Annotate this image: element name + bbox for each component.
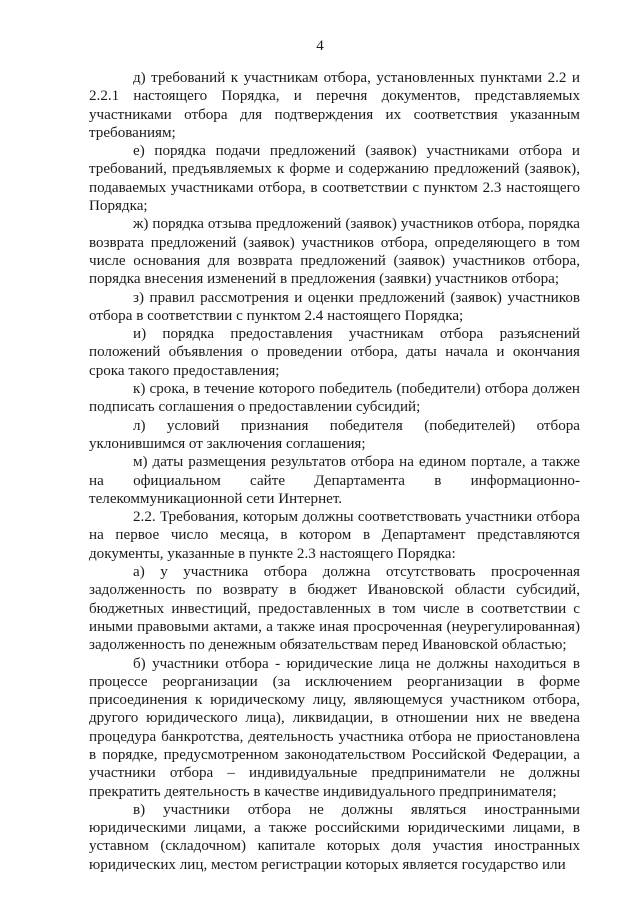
paragraph-item-l: л) условий признания победителя (победителей) отбора уклонившимся от заключения соглашения; — [89, 417, 580, 452]
document-body — [89, 69, 580, 874]
page-number: 4 — [316, 38, 324, 54]
paragraph-item-b: б) участники отбора - юридические лица не должны находиться в процессе реорганизации (за исключением реорганизации в форме присоединения к юридическому лицу, являющемуся участником отбора, другого юридического лица), ликвидации, в отношении них не введена процедура банкротства, деятельность участника отбора не приостановлена в порядке, предусмотренном законодательством Российской Федерации, а участники отбора – индивидуальные предприниматели не должны прекратить деятельность в качестве индивидуального предпринимателя; — [89, 655, 580, 800]
paragraph-item-d: д) требований к участникам отбора, установленных пунктами 2.2 и 2.2.1 настоящего Порядка, и перечня документов, представляемых участниками отбора для подтверждения их соответствия указанным требованиям; — [89, 70, 580, 141]
paragraph-item-zh: ж) порядка отзыва предложений (заявок) участников отбора, порядка возврата предложений (заявок) участников отбора, определяющего в том числе основания для возврата предложений (заявок) участников отбора, порядка внесения изменений в предложения (заявки) участников отбора; — [89, 216, 580, 288]
paragraph-item-k: к) срока, в течение которого победитель (победители) отбора должен подписать соглашения о предоставлении субсидий; — [89, 381, 580, 416]
paragraph-item-m: м) даты размещения результатов отбора на едином портале, а также на официальном сайте Департамента в информационно-телекоммуникационной сети Интернет. — [89, 454, 580, 507]
paragraph-item-z: з) правил рассмотрения и оценки предложений (заявок) участников отбора в соответствии с пунктом 2.4 настоящего Порядка; — [89, 289, 580, 324]
paragraph-item-i: и) порядка предоставления участникам отбора разъяснений положений объявления о проведении отбора, даты начала и окончания срока такого предоставления; — [89, 326, 580, 379]
paragraph-item-a: а) у участника отбора должна отсутствовать просроченная задолженность по возврату в бюджет Ивановской области субсидий, бюджетных инвестиций, предоставленных в том числе в соответствии с иными правовыми актами, а также иная просроченная (неурегулированная) задолженность по денежным обязательствам перед Ивановской областью; — [89, 564, 580, 654]
paragraph-item-e: е) порядка подачи предложений (заявок) участниками отбора и требований, предъявляемых к форме и содержанию предложений (заявок), подаваемых участниками отбора, в соответствии с пунктом 2.3 настоящего Порядка; — [89, 143, 580, 215]
paragraph-item-v: в) участники отбора не должны являться иностранными юридическими лицами, а также российскими юридическими лицами, в уставном (складочном) капитале которых доля участия иностранных юридических лиц, местом регистрации которых является государство или — [89, 801, 580, 873]
section-2-2-heading-paragraph: 2.2. Требования, которым должны соответствовать участники отбора на первое число месяца, в котором в Департамент представляются документы, указанные в пункте 2.3 настоящего Порядка: — [89, 509, 580, 562]
